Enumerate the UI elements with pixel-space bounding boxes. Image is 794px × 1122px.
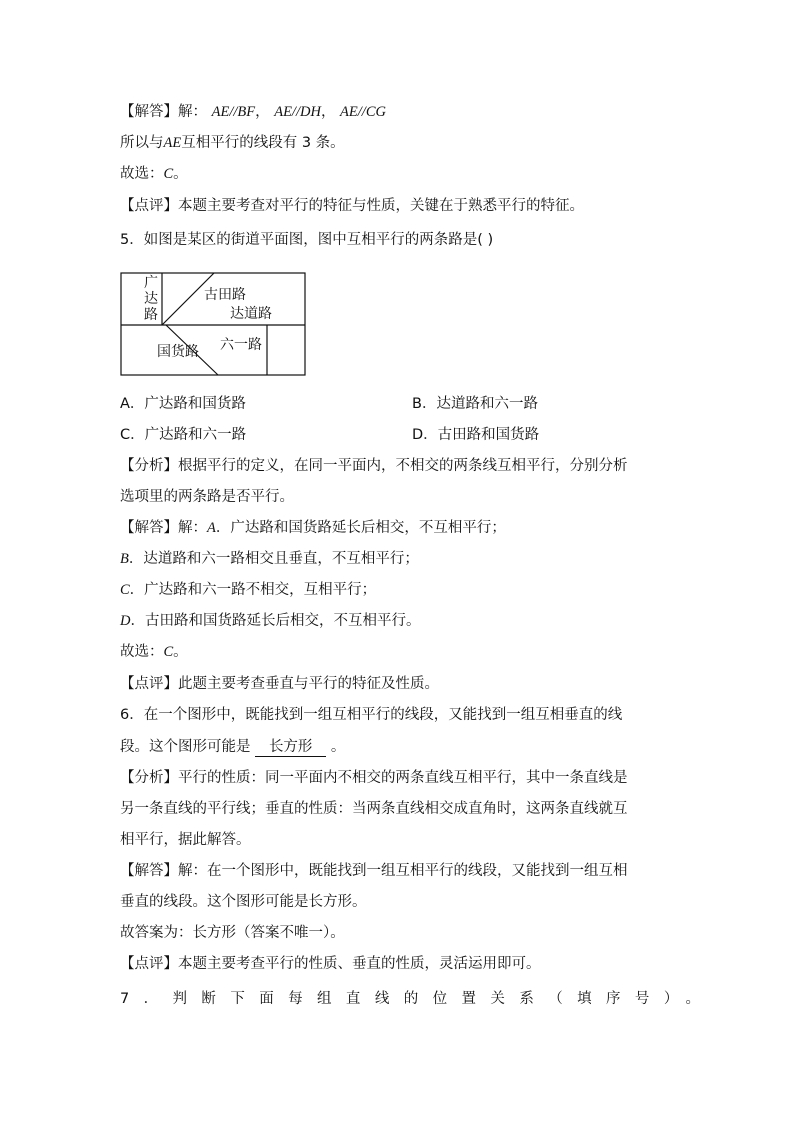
q6-answer-blank — [255, 739, 326, 757]
q5-answer-a-var: A — [207, 520, 216, 536]
q4-parallel-3: AE//CG — [340, 104, 386, 120]
q4-answer-label: 【解答】解： — [120, 104, 207, 120]
q6-comment: 【点评】本题主要考查平行的性质、垂直的性质，灵活运用即可。 — [120, 956, 541, 972]
q4-choice-pre: 故选： — [120, 166, 164, 182]
q5-answer-d-var: D — [120, 613, 131, 629]
q5-option-c: C．广达路和六一路 — [120, 427, 247, 443]
q5-answer-label: 【解答】解： — [120, 520, 207, 536]
q5-answer-d-text: ．古田路和国货路延长后相交，不互相平行。 — [130, 613, 421, 629]
q4-conclusion — [120, 133, 345, 153]
q5-choice-post: 。 — [173, 644, 188, 660]
q6-question-post: 。 — [330, 739, 346, 755]
q5-answer-a-text: ．广达路和国货路延长后相交，不互相平行； — [215, 520, 506, 536]
q6-analysis-2: 另一条直线的平行线；垂直的性质：当两条直线相交成直角时，这两条直线就互 — [120, 801, 628, 817]
q4-conclusion-post: 互相平行的线段有 3 条。 — [181, 135, 345, 151]
q6-question-pre: 段。这个图形可能是 — [120, 739, 251, 755]
q6-answer-2: 垂直的线段。这个图形可能是长方形。 — [120, 894, 367, 910]
label-dadao: 达道路 — [230, 306, 272, 322]
q5-analysis-2: 选项里的两条路是否平行。 — [120, 489, 294, 505]
q5-answer-a — [120, 518, 506, 538]
q6-question-2 — [120, 737, 345, 757]
street-map-figure — [120, 272, 310, 378]
q5-answer-b — [120, 549, 419, 569]
q4-sep-2: ， — [320, 104, 336, 120]
label-liuyi: 六一路 — [220, 337, 262, 353]
q5-choice — [120, 642, 188, 662]
q4-choice-post: 。 — [173, 166, 188, 182]
q6-blank-text: 长方形 — [268, 739, 313, 755]
q5-question: 5．如图是某区的街道平面图，图中互相平行的两条路是( ) — [120, 232, 494, 248]
q6-question-1: 6．在一个图形中，既能找到一组互相平行的线段，又能找到一组互相垂直的线 — [120, 707, 623, 723]
q5-answer-c-text: ．广达路和六一路不相交，互相平行； — [129, 582, 377, 598]
q5-choice-pre: 故选： — [120, 644, 164, 660]
q4-conclusion-var: AE — [163, 135, 182, 151]
q5-answer-c-var: C — [120, 582, 130, 598]
q6-final: 故答案为：长方形（答案不唯一）。 — [120, 925, 345, 941]
q5-answer-b-var: B — [120, 551, 129, 567]
q5-analysis-1: 【分析】根据平行的定义，在同一平面内，不相交的两条线互相平行，分别分析 — [120, 458, 628, 474]
q5-option-a: A．广达路和国货路 — [120, 396, 246, 412]
q5-choice-var: C — [163, 644, 174, 660]
label-guangda-3: 路 — [144, 307, 158, 323]
label-guohuo: 国货路 — [157, 344, 199, 360]
q6-answer-1: 【解答】解：在一个图形中，既能找到一组互相平行的线段，又能找到一组互相 — [120, 863, 628, 879]
label-guangda-2: 达 — [144, 291, 158, 307]
q4-parallel-1: AE//BF — [211, 104, 256, 120]
q4-answer-line — [120, 102, 386, 122]
q4-parallel-2: AE//DH — [274, 104, 321, 120]
q5-option-b: B．达道路和六一路 — [412, 396, 538, 412]
q4-sep-1: ， — [255, 104, 270, 120]
q7-question: 7．判断下面每组直线的位置关系（填序号）。 — [120, 991, 715, 1007]
q5-answer-d — [120, 611, 420, 631]
q6-analysis-3: 相平行，据此解答。 — [120, 832, 251, 848]
q5-answer-c — [120, 580, 376, 600]
q5-answer-b-text: ．达道路和六一路相交且垂直，不互相平行； — [128, 551, 419, 567]
q6-analysis-1: 【分析】平行的性质：同一平面内不相交的两条直线互相平行，其中一条直线是 — [120, 770, 628, 786]
q4-choice-var: C — [163, 166, 174, 182]
q4-conclusion-pre: 所以与 — [120, 135, 164, 151]
q4-choice — [120, 164, 188, 184]
label-gutian: 古田路 — [204, 287, 246, 303]
q5-comment: 【点评】此题主要考查垂直与平行的特征及性质。 — [120, 676, 439, 692]
label-guangda-1: 广 — [144, 275, 158, 291]
q5-option-d: D．古田路和国货路 — [412, 427, 540, 443]
q4-comment: 【点评】本题主要考查对平行的特征与性质，关键在于熟悉平行的特征。 — [120, 198, 584, 214]
